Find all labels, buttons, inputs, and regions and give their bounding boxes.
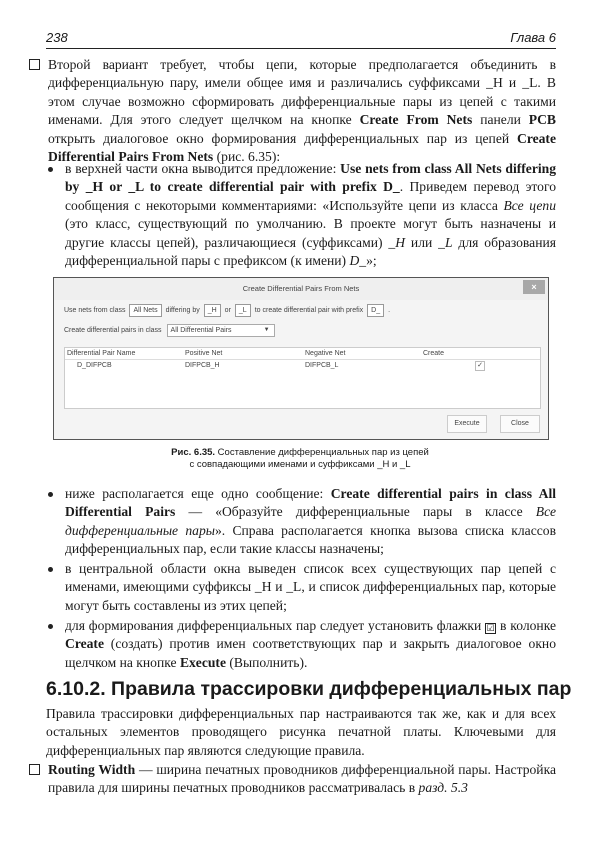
column-header[interactable]: Positive Net [185,350,223,357]
text: Use nets from class All Nets differing by _H or _L to create differential pair with prefix D_ [65,161,556,195]
text: (создать) против имен соответствующих пар и закрыть диалоговое окно щелчком на кнопке [65,636,556,670]
text: D_ [349,253,367,269]
select-value: All Differential Pairs [170,327,232,334]
text: разд. 5.3 [418,780,468,796]
label: to create differential pair with prefix [254,307,364,314]
close-button[interactable]: Close [500,415,540,433]
checkbox-bullet-icon [29,764,40,775]
suffix-l-field[interactable]: _L [235,304,251,317]
bullet-icon [48,624,53,629]
text: PCB [528,112,556,128]
text: Все дифференциальные пары [65,504,556,538]
paragraph-routing-width [48,761,556,798]
label: differing by [165,307,200,314]
text: Все цепи [503,197,556,213]
text: »; [366,253,377,269]
text: _L [438,234,453,250]
bullet-icon [48,492,53,497]
create-checkbox[interactable]: ✓ [475,361,485,371]
text: Execute [179,654,226,670]
bullet-icon [48,567,53,572]
text: панели [472,112,529,128]
text: ниже располагается еще одно сообщение: [65,486,331,501]
suffix-h-field[interactable]: _H [204,304,221,317]
text: _H [388,234,406,250]
text: Routing Width [48,762,136,777]
bullet-class-message [65,485,556,559]
text: — «Образуйте дифференциальные пары в классе [175,504,536,520]
text: в верхней части окна выводится предложение: [65,161,341,176]
negative-net: DIFPCB_L [305,362,339,369]
dialog-title: Create Differential Pairs From Nets [54,278,548,300]
text: (это класс, существующий по умолчанию. В проекте могут быть назначены и другие классы цепей), различающиеся (суффиксами) [65,216,556,250]
text: для формирования дифференциальных пар следует установить флажки [65,618,486,633]
running-header [46,30,556,49]
execute-button[interactable]: Execute [447,415,487,433]
text: — ширина печатных проводников дифференциальной пары. Настройка правила для ширины печатных проводников рассматривалась в [48,762,556,796]
positive-net: DIFPCB_H [185,362,220,369]
label: Use nets from class [64,307,126,314]
checkbox-bullet-icon [29,59,40,70]
text: Create [65,636,104,652]
column-header[interactable]: Create [423,350,445,357]
bullet-icon [48,167,53,172]
class-select[interactable] [167,324,275,337]
column-header[interactable]: Differential Pair Name [67,350,136,357]
bullet-top-message [65,160,556,270]
close-icon[interactable]: × [523,280,545,294]
text: в центральной области окна выведен список всех существующих пар цепей с именами, имеющими суффиксы _H и _L, и список дифференциальных пар, которые могут быть составлены из этих цепей; [65,561,556,613]
class-field[interactable]: All Nets [129,304,161,317]
label: Create differential pairs in class [64,327,162,334]
text: для образования дифференциальной пары с префиксом (к имени) [65,234,556,269]
page-number: 238 [46,30,68,45]
prefix-field[interactable]: D_ [367,304,384,317]
bullet-central-area [65,560,556,615]
caption-label: Рис. 6.35. [171,447,216,458]
column-header[interactable]: Negative Net [305,350,346,357]
text: Второй вариант требует, чтобы цепи, которые предполагается объединить в дифференциальную пару, имели общее имя и различались суффиксами _H и _L. В этом случае возможно сформировать дифференциальные пары из цепей с такими именами. Для этого следует щелчком на кнопке [48,57,556,128]
section-heading: 6.10.2. Правила трассировки дифференциальных пар [46,678,572,700]
paragraph-second-variant [48,56,556,166]
text: или [405,234,439,250]
dialog-screenshot [53,277,549,440]
paragraph-rules-intro: Правила трассировки дифференциальных пар настраиваются так же, как и для всех остальных элементов проводящего рисунка печатной платы. Ключевыми для дифференциальных пар являются следующие правила. [46,706,556,758]
text: открыть диалоговое окно формирования дифференциальных пар из цепей [48,130,517,146]
text: (рис. 6.35): [213,149,281,165]
figure-caption [0,447,600,471]
checked-box-icon: ☑ [486,623,495,633]
text: Create From Nets [359,112,473,128]
chevron-down-icon: ▼ [263,327,270,333]
label: . [388,307,391,314]
text: ». Справа располагается кнопка вызова списка классов дифференциальных пар, если такие классы назначены; [65,522,556,557]
pairs-table [64,347,541,409]
pair-name: D_DIFPCB [77,362,112,369]
chapter-label: Глава 6 [510,30,556,45]
text: Create Differential Pairs From Nets [48,130,556,165]
label: or [224,307,231,314]
text: . Приведем перевод этого сообщения с некоторыми комментариями: «Используйте цепи из класса [65,179,556,213]
text: в колонке [496,618,556,633]
text: Create differential pairs in class All Differential Pairs [65,486,556,520]
text: с совпадающими именами и суффиксами _H и _L [189,459,411,470]
bullet-create-flags [65,617,556,672]
text: Составление дифференциальных пар из цепей [215,447,429,458]
text: (Выполнить). [226,654,308,670]
